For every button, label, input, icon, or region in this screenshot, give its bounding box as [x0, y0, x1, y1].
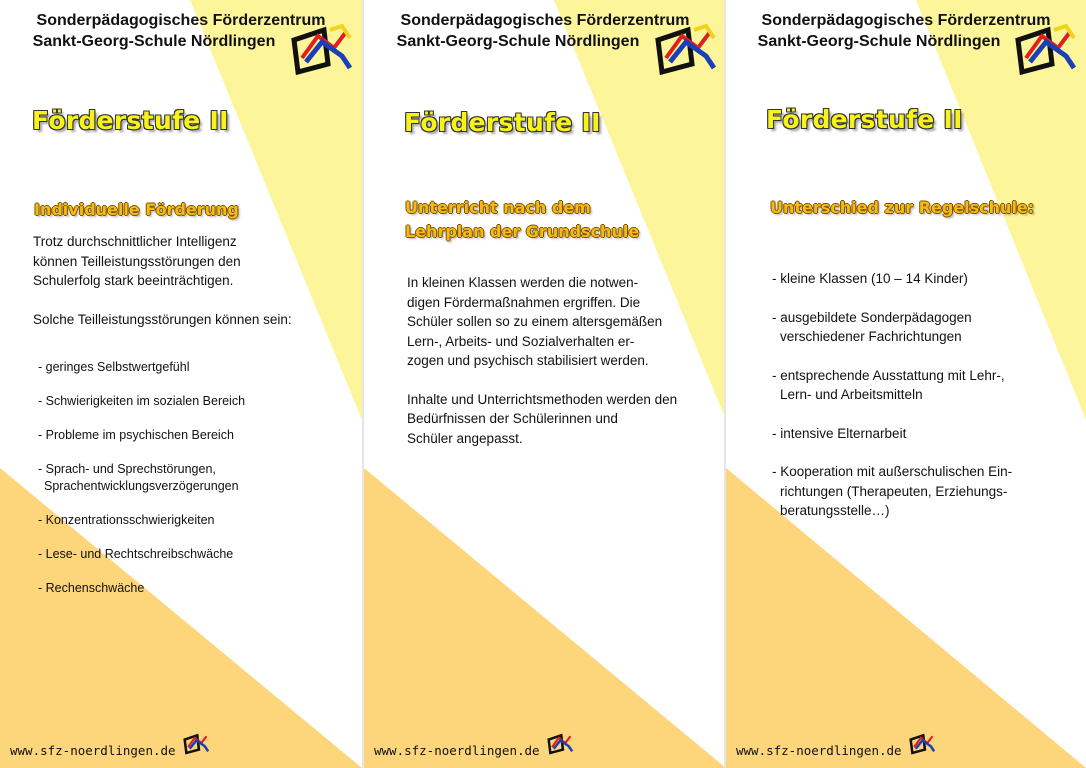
school-logo-small-icon	[180, 732, 212, 758]
list-item	[772, 308, 1012, 347]
list-item: - Probleme im psychischen Bereich	[38, 428, 234, 442]
text-line: Bedürfnissen der Schülerinnen und	[407, 411, 618, 426]
headline: Förderstufe II	[404, 108, 601, 137]
text-line: - ausgebildete Sonderpädagogen	[772, 309, 972, 325]
text-line: - kleine Klassen (10 – 14 Kinder)	[772, 271, 968, 286]
school-logo-small-icon	[906, 732, 938, 758]
text-line: Schüler sollen so zu einem altersgemäßen	[407, 314, 663, 329]
list-item: - Konzentrationsschwierigkeiten	[38, 513, 215, 527]
text-line: Lern- und Arbeitsmitteln	[780, 387, 923, 402]
list-item	[772, 366, 1012, 405]
footer	[736, 732, 938, 758]
subhead-line: Unterschied zur Regelschule:	[770, 198, 1035, 217]
website-url: www.sfz-noerdlingen.de	[10, 743, 176, 758]
school-name-line2: Sankt-Georg-Schule Nördlingen	[32, 33, 276, 50]
school-logo-small-icon	[544, 732, 576, 758]
text-line: beratungsstelle…)	[780, 503, 890, 518]
school-logo-icon	[284, 22, 358, 84]
headline: Förderstufe II	[32, 106, 229, 135]
panel-unterricht-grundschule	[364, 0, 726, 768]
list-item: - Sprach- und Sprechstörungen,	[38, 462, 216, 476]
school-name-line2: Sankt-Georg-Schule Nördlingen	[396, 33, 640, 50]
section-subhead	[405, 196, 639, 244]
text-line: Inhalte und Unterrichtsmethoden werden den	[407, 391, 678, 407]
text-line: Schüler angepasst.	[407, 430, 523, 446]
text-line: - Kooperation mit außerschulischen Ein-	[772, 464, 1013, 479]
headline: Förderstufe II	[766, 105, 963, 134]
intro-text	[33, 232, 292, 329]
list-item: - Lese- und Rechtschreibschwäche	[38, 547, 234, 561]
text-line: Schulerfolg stark beeinträchtigen.	[33, 273, 234, 288]
school-name-line1: Sonderpädagogisches Förderzentrum	[400, 12, 690, 29]
subhead-line: Lehrplan der Grundschule	[405, 222, 640, 241]
body-text	[407, 273, 677, 448]
subhead-line: Individuelle Förderung	[34, 200, 239, 219]
list-item: - Rechenschwäche	[38, 581, 145, 595]
text-line: verschiedener Fachrichtungen	[780, 329, 962, 344]
text-line: digen Fördermaßnahmen ergriffen. Die	[407, 294, 641, 310]
school-logo-icon	[1008, 22, 1082, 84]
panel-individuelle-foerderung	[0, 0, 362, 768]
list-item: - Schwierigkeiten im sozialen Bereich	[38, 394, 246, 408]
text-line: richtungen (Therapeuten, Erziehungs-	[780, 483, 1008, 499]
text-line: können Teilleistungsstörungen den	[33, 253, 241, 269]
list-item: - geringes Selbstwertgefühl	[38, 360, 190, 374]
school-name-line1: Sonderpädagogisches Förderzentrum	[36, 12, 326, 29]
list-item	[772, 462, 1012, 521]
text-line: - intensive Elternarbeit	[772, 425, 907, 441]
deficit-list	[38, 359, 245, 597]
website-url: www.sfz-noerdlingen.de	[736, 743, 902, 758]
list-item	[772, 269, 1012, 289]
section-subhead	[34, 198, 239, 222]
section-subhead	[770, 196, 1034, 220]
text-line: - entsprechende Ausstattung mit Lehr-,	[772, 367, 1005, 383]
school-name-line2: Sankt-Georg-Schule Nördlingen	[757, 33, 1001, 50]
website-url: www.sfz-noerdlingen.de	[374, 743, 540, 758]
list-item-continuation: Sprachentwicklungsverzögerungen	[44, 479, 239, 493]
text-line: Trotz durchschnittlicher Intelligenz	[33, 234, 237, 249]
footer	[374, 732, 576, 758]
difference-list	[772, 269, 1012, 540]
school-name-line1: Sonderpädagogisches Förderzentrum	[761, 12, 1051, 29]
text-line: Lern-, Arbeits- und Sozialverhalten er-	[407, 333, 635, 349]
text-line: In kleinen Klassen werden die notwen-	[407, 275, 639, 290]
school-logo-icon	[648, 22, 722, 84]
lead-text: Solche Teilleistungsstörungen können sein:	[33, 311, 292, 327]
list-item	[772, 424, 1012, 444]
text-line: zogen und psychisch stabilisiert werden.	[407, 353, 649, 368]
footer	[10, 732, 212, 758]
panel-unterschied-regelschule	[726, 0, 1086, 768]
subhead-line: Unterricht nach dem	[405, 198, 591, 217]
